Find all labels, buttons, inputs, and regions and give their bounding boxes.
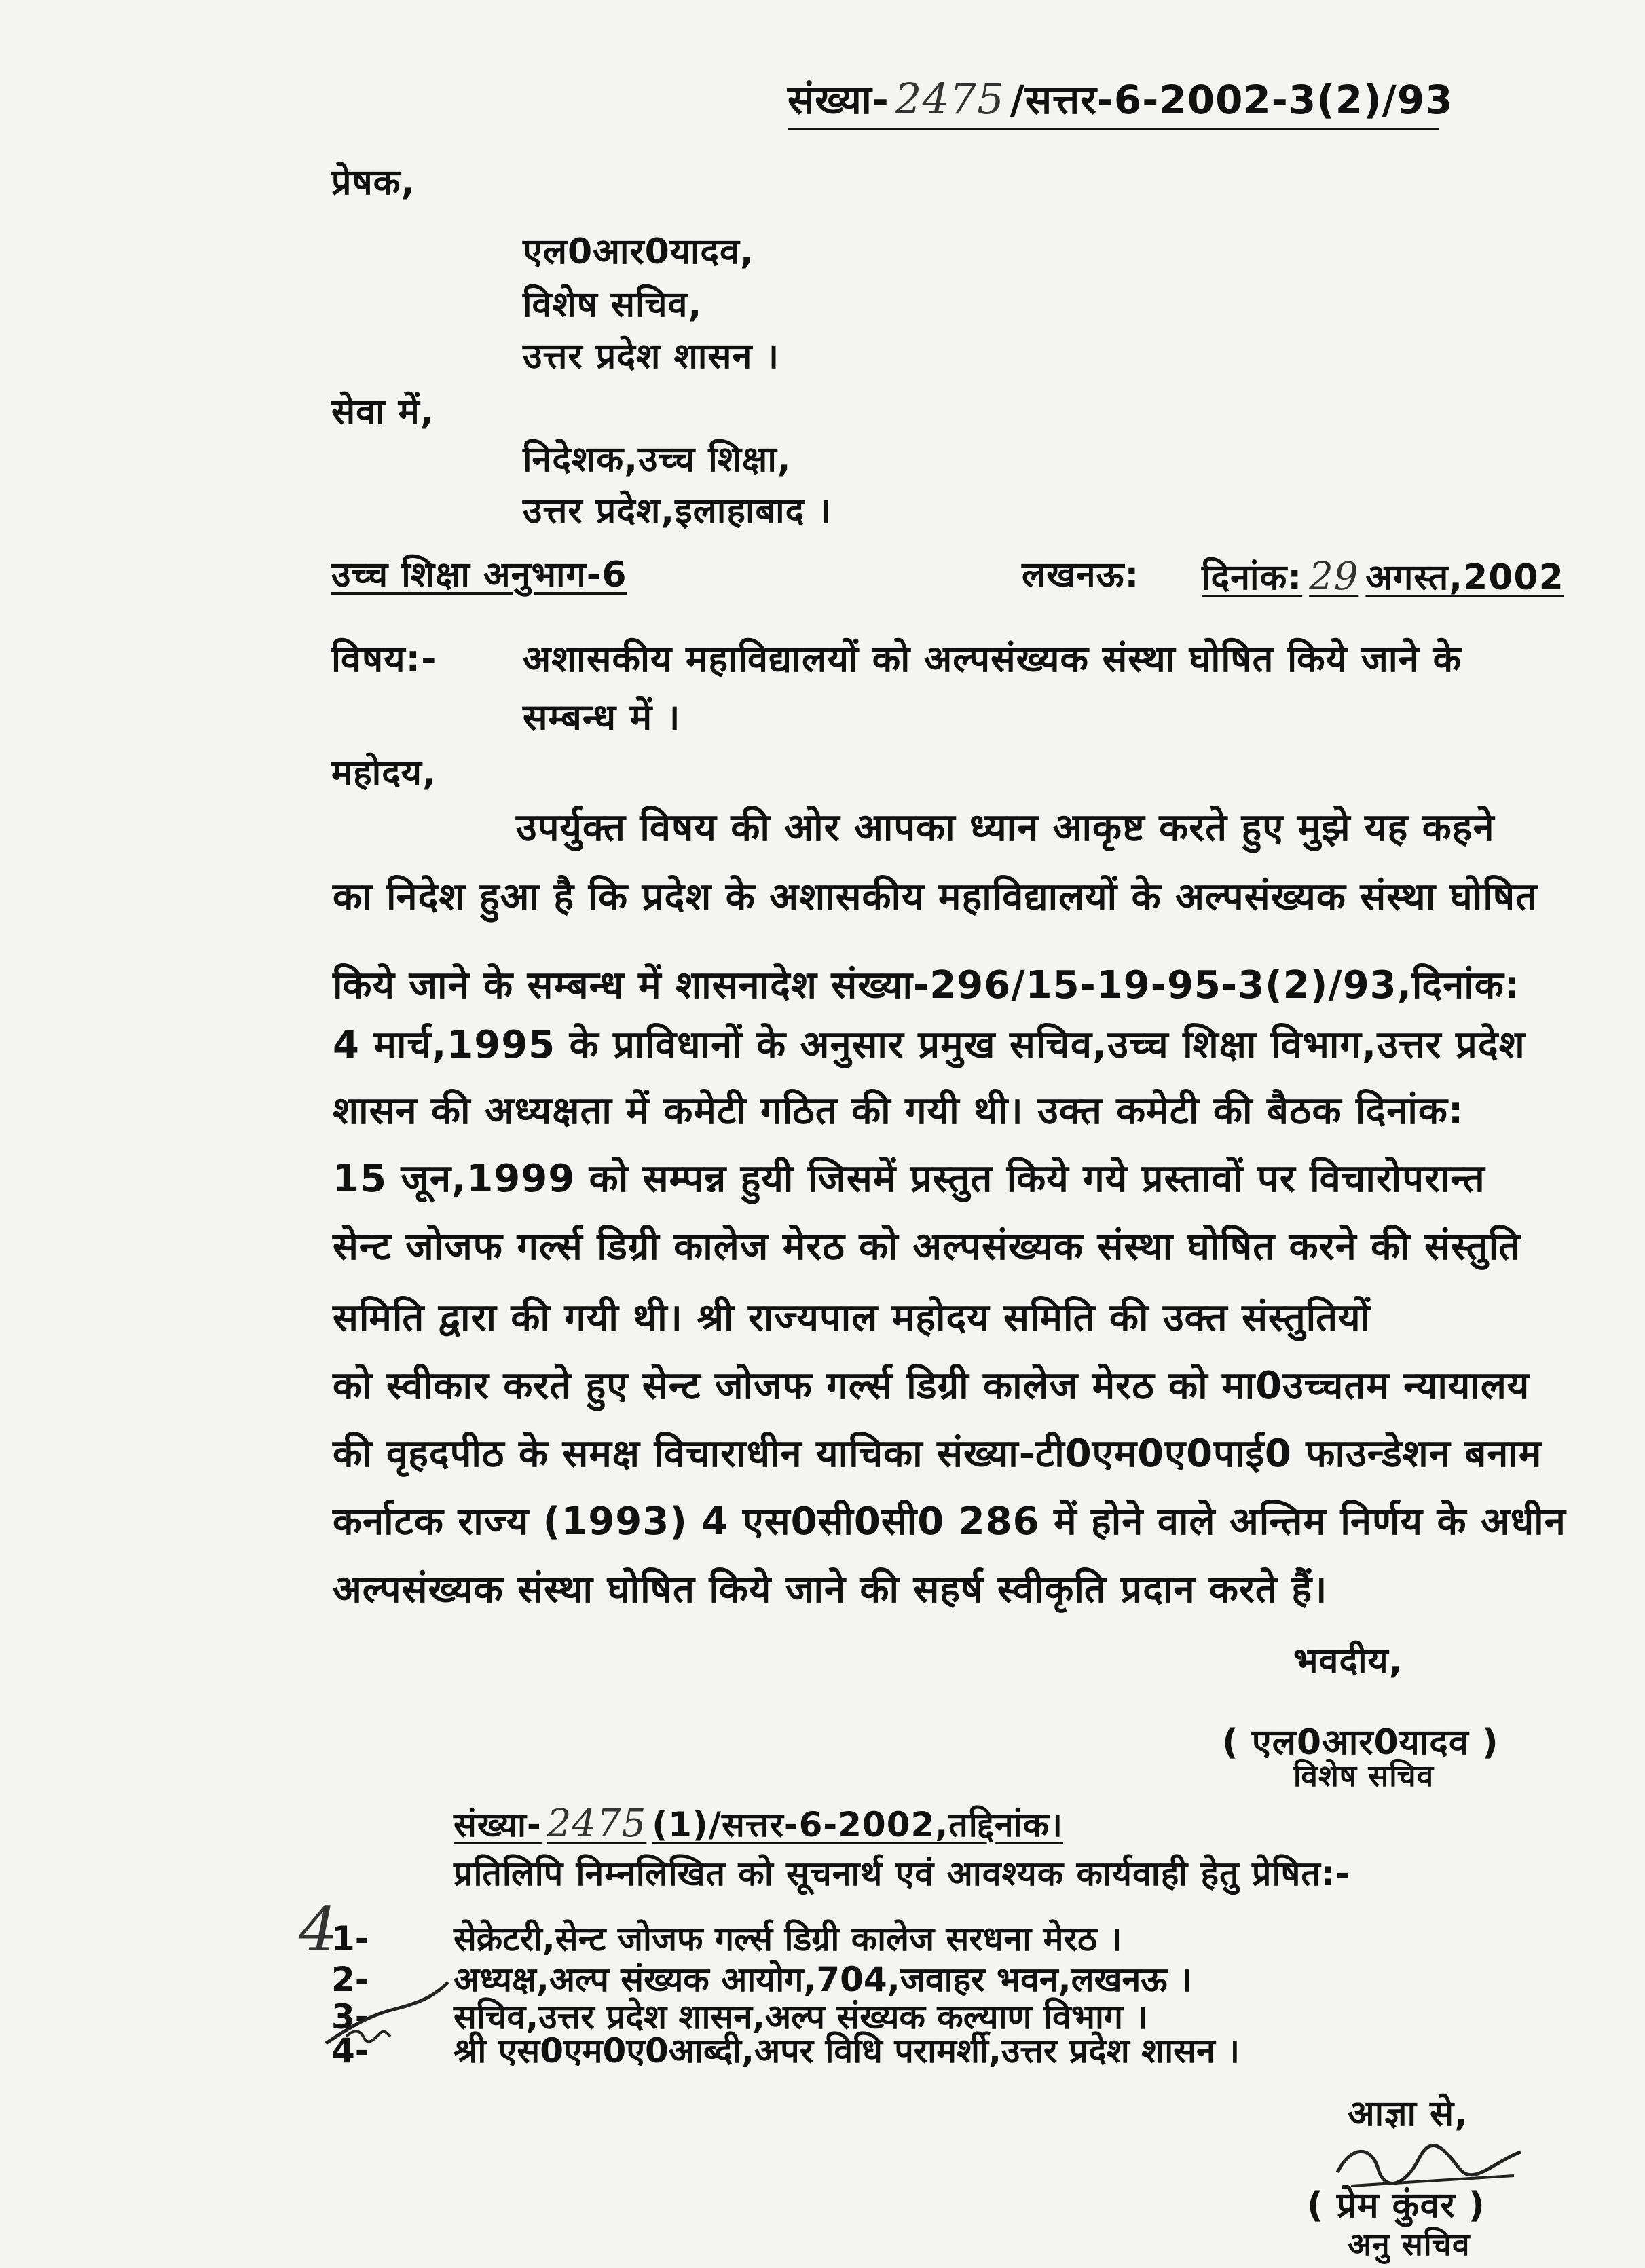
copy-item-number: 1-: [331, 1919, 369, 1958]
copy-item-number: 2-: [331, 1960, 369, 1999]
reference-suffix: /सत्तर-6-2002-3(2)/93: [1010, 77, 1454, 123]
copy-item-text: श्री एस0एम0ए0आब्दी,अपर विधि परामर्शी,उत्तर प्रदेश शासन ।: [454, 2031, 1240, 2070]
copy-item: [331, 1914, 1122, 1960]
copy-reference-suffix: (1)/सत्तर-6-2002,तद्दिनांक।: [652, 1805, 1063, 1844]
valediction: भवदीय,: [1293, 1641, 1403, 1681]
copy-item-text: सचिव,उत्तर प्रदेश शासन,अल्प संख्यक कल्याण विभाग ।: [454, 1997, 1148, 2037]
reference-handwritten-number: 2475: [894, 74, 1005, 124]
copy-item: [331, 2026, 1240, 2072]
body-line: का निदेश हुआ है कि प्रदेश के अशासकीय महाविद्यालयों के अल्पसंख्यक संस्था घोषित: [333, 875, 1538, 919]
sender-name: एल0आर0यादव,: [523, 231, 754, 272]
sender-designation: विशेष सचिव,: [523, 284, 703, 325]
margin-scribble: [319, 1969, 455, 2057]
letter-date: [1202, 555, 1564, 599]
copy-item-number: 3-: [331, 1997, 369, 2037]
recipient-label: सेवा में,: [331, 392, 435, 432]
copy-item-text: सेक्रेटरी,सेन्ट जोजफ गर्ल्स डिग्री कालेज सरधना मेरठ ।: [454, 1919, 1122, 1958]
copy-item-number: 4-: [331, 2031, 369, 2070]
body-line: उपर्युक्त विषय की ओर आपका ध्यान आकृष्ट करते हुए मुझे यह कहने: [516, 806, 1495, 850]
letter-place: लखनऊ:: [1022, 555, 1140, 595]
signatory-name: ( एल0आर0यादव ): [1222, 1722, 1499, 1763]
reference-number: [788, 75, 1454, 123]
body-line: सेन्ट जोजफ गर्ल्स डिग्री कालेज मेरठ को अल्पसंख्यक संस्था घोषित करने की संस्तुति: [333, 1225, 1521, 1269]
copy-margin-mark: 4: [299, 1894, 338, 1965]
order-signatory-designation: अनु सचिव: [1348, 2226, 1471, 2263]
subject-line-2: सम्बन्ध में ।: [523, 696, 681, 739]
reference-underline: [788, 128, 1439, 130]
recipient-designation: निदेशक,उच्च शिक्षा,: [523, 439, 792, 480]
body-line: 15 जून,1999 को सम्पन्न हुयी जिसमें प्रस्तुत किये गये प्रस्तावों पर विचारोपरान्त: [333, 1157, 1485, 1201]
reference-prefix: संख्या-: [788, 77, 889, 123]
order-signatory-name: ( प्रेम कुंवर ): [1307, 2185, 1485, 2226]
date-handwritten-day: 29: [1309, 555, 1359, 599]
date-suffix: अगस्त,2002: [1365, 557, 1564, 598]
body-line: किये जाने के सम्बन्ध में शासनादेश संख्या-296/15-19-95-3(2)/93,दिनांक:: [333, 963, 1521, 1007]
by-order-label: आज्ञा से,: [1348, 2094, 1468, 2134]
sender-office: उत्तर प्रदेश शासन ।: [523, 336, 780, 377]
body-line: को स्वीकार करते हुए सेन्ट जोजफ गर्ल्स डिग्री कालेज मेरठ को मा0उच्चतम न्यायालय: [333, 1364, 1530, 1408]
recipient-place: उत्तर प्रदेश,इलाहाबाद ।: [523, 491, 832, 532]
body-line: कर्नाटक राज्य (1993) 4 एस0सी0सी0 286 में होने वाले अन्तिम निर्णय के अधीन: [333, 1500, 1566, 1544]
body-line: शासन की अध्यक्षता में कमेटी गठित की गयी थी। उक्त कमेटी की बैठक दिनांक:: [333, 1089, 1464, 1133]
date-prefix: दिनांक:: [1202, 557, 1303, 598]
copy-reference-prefix: संख्या-: [454, 1805, 542, 1844]
body-line: समिति द्वारा की गयी थी। श्री राज्यपाल महोदय समिति की उक्त संस्तुतियों: [333, 1296, 1371, 1340]
body-line: की वृहदपीठ के समक्ष विचाराधीन याचिका संख्या-टी0एम0ए0पाई0 फाउन्डेशन बनाम: [333, 1432, 1542, 1476]
body-line: 4 मार्च,1995 के प्राविधानों के अनुसार प्रमुख सचिव,उच्च शिक्षा विभाग,उत्तर प्रदेश: [333, 1023, 1526, 1067]
sender-label: प्रेषक,: [331, 162, 415, 203]
signatory-designation: विशेष सचिव: [1293, 1759, 1435, 1793]
department-section: उच्च शिक्षा अनुभाग-6: [331, 555, 627, 595]
salutation: महोदय,: [331, 753, 437, 794]
copy-intro: प्रतिलिपि निम्नलिखित को सूचनार्थ एवं आवश्यक कार्यवाही हेतु प्रेषित:-: [454, 1854, 1350, 1893]
copy-reference-handwritten-number: 2475: [547, 1802, 647, 1846]
subject-line-1: अशासकीय महाविद्यालयों को अल्पसंख्यक संस्था घोषित किये जाने के: [523, 637, 1462, 680]
copy-reference-number: [454, 1802, 1063, 1846]
body-line: अल्पसंख्यक संस्था घोषित किये जाने की सहर्ष स्वीकृति प्रदान करते हैं।: [333, 1567, 1328, 1612]
subject-label: विषय:-: [331, 637, 437, 680]
copy-item-text: अध्यक्ष,अल्प संख्यक आयोग,704,जवाहर भवन,लखनऊ ।: [454, 1960, 1192, 1999]
